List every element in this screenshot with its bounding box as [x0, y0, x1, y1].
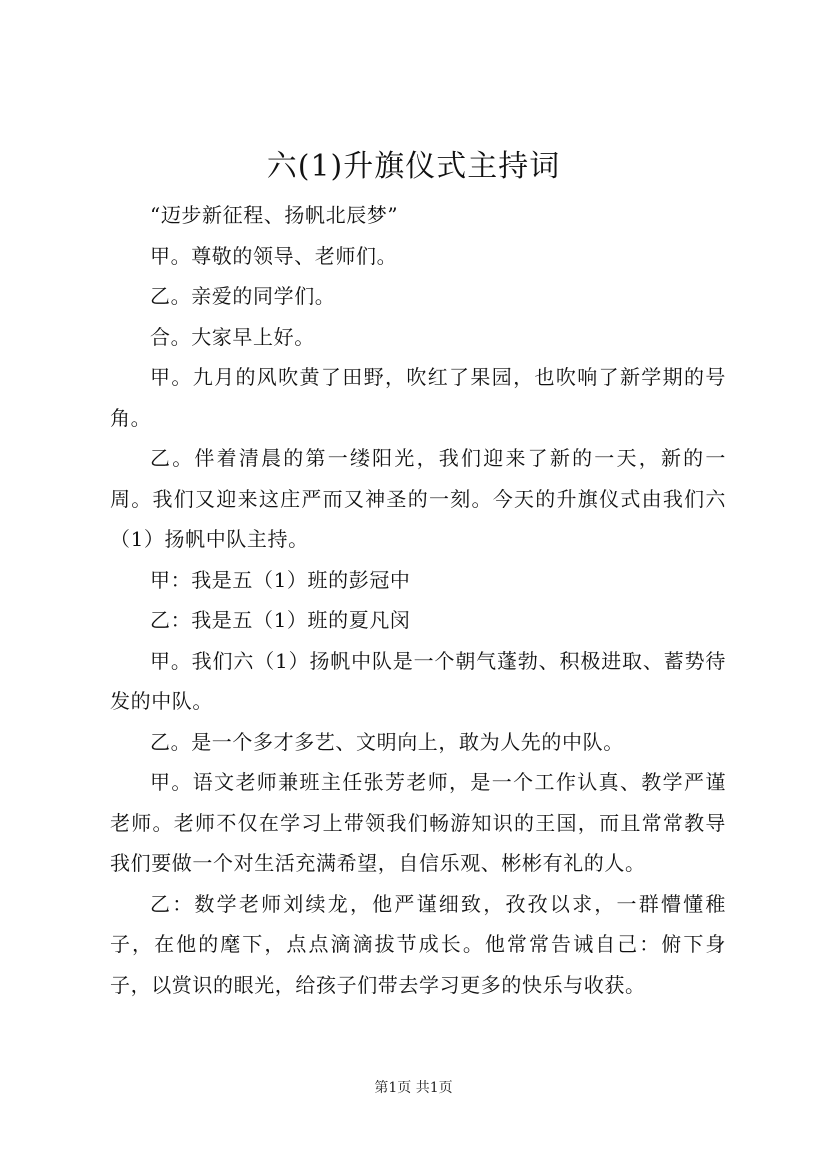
paragraph-morning: 乙。伴着清晨的第一缕阳光，我们迎来了新的一天，新的一周。我们又迎来这庄严而又神圣的一刻。今天的升旗仪式由我们六（1）扬帆中队主持。 [110, 446, 726, 551]
paragraph-host-a: 甲：我是五（1）班的彭冠中 [150, 567, 411, 592]
page-number-footer: 第1页 共1页 [374, 1080, 453, 1096]
paragraph-squad-intro: 甲。我们六（1）扬帆中队是一个朝气蓬勃、积极进取、蓄势待发的中队。 [110, 648, 726, 713]
paragraph-greeting-all: 合。大家早上好。 [150, 324, 315, 349]
paragraph-september: 甲。九月的风吹黄了田野，吹红了果园，也吹响了新学期的号角。 [110, 365, 726, 430]
document-body [110, 195, 726, 1005]
paragraph-chinese-teacher: 甲。语文老师兼班主任张芳老师，是一个工作认真、教学严谨老师。老师不仅在学习上带领我们畅游知识的王国，而且常常教导我们要做一个对生活充满希望，自信乐观、彬彬有礼的人。 [110, 770, 726, 875]
paragraph-squad-traits: 乙。是一个多才多艺、文明向上，敢为人先的中队。 [150, 729, 624, 754]
paragraph-greeting-students: 乙。亲爱的同学们。 [150, 284, 336, 308]
page-title: 六(1)升旗仪式主持词 [266, 149, 561, 184]
paragraph-greeting-leaders: 甲。尊敬的领导、老师们。 [150, 243, 398, 268]
paragraph-host-b: 乙：我是五（1）班的夏凡闵 [150, 608, 411, 632]
paragraph-slogan: “迈步新征程、扬帆北辰梦” [150, 203, 399, 227]
paragraph-math-teacher: 乙：数学老师刘续龙，他严谨细致，孜孜以求，一群懵懂稚子，在他的麾下，点点滴滴拔节成长。他常常告诫自己：俯下身子，以赏识的眼光，给孩子们带去学习更多的快乐与收获。 [110, 891, 726, 997]
